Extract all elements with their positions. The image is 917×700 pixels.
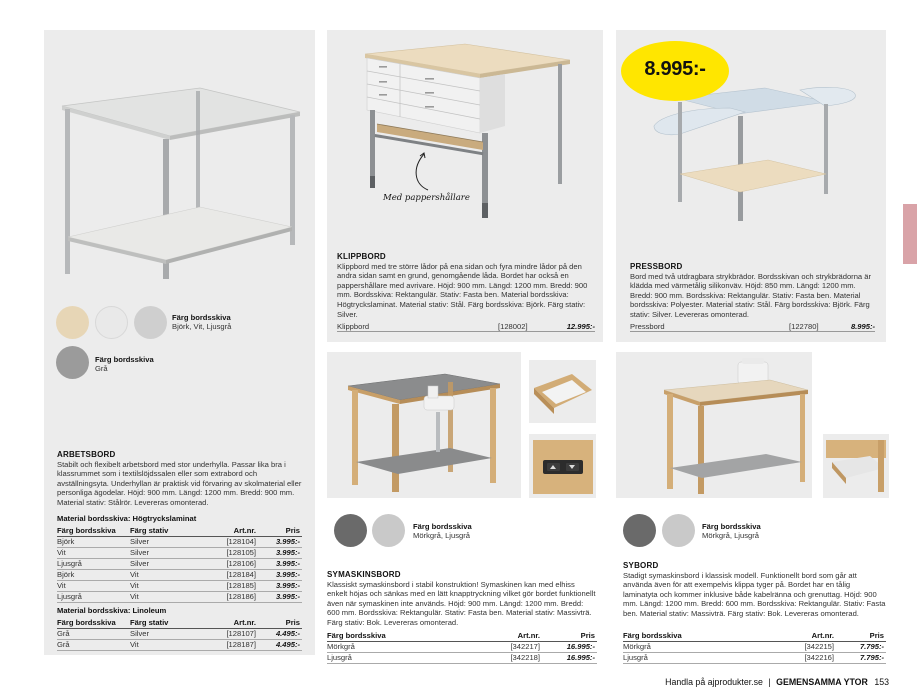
col-header: Färg stativ <box>130 526 208 537</box>
table-cell: 7.795:- <box>836 653 886 664</box>
table-cell: [128185] <box>208 581 258 592</box>
item-price: 12.995:- <box>566 322 595 331</box>
table-row <box>57 570 302 581</box>
symaskinsbord-swatch-label <box>413 522 472 541</box>
col-header: Art.nr. <box>482 631 542 642</box>
swatch-values: Mörkgrå, Ljusgrå <box>413 531 470 541</box>
swatch-values: Grå <box>95 364 108 374</box>
item-art: [128002] <box>498 322 528 331</box>
table-cell: 4.495:- <box>258 629 302 640</box>
swatch-values: Björk, Vit, Ljusgrå <box>172 322 232 332</box>
table-cell: Vit <box>130 640 208 651</box>
table-cell: [342218] <box>482 653 542 664</box>
table-cell: Mörkgrå <box>623 642 773 653</box>
col-header: Pris <box>542 631 597 642</box>
col-header: Färg bordsskiva <box>623 631 773 642</box>
table-cell: 3.995:- <box>258 570 302 581</box>
swatch-morkgra <box>623 514 656 547</box>
swatch-heading: Färg bordsskiva <box>95 355 154 364</box>
table-cell: Silver <box>130 629 208 640</box>
lift-buttons-image <box>533 440 593 494</box>
table-row <box>57 640 302 651</box>
item-price: 8.995:- <box>850 322 875 331</box>
pressbord-heading: PRESSBORD <box>630 262 683 271</box>
klippbord-description: Klippbord med tre större lådor på ena sidan och fyra mindre lådor på den andra sidan samt en grund, genomgående låda. Bordet har också en pappershållare med avrivare. Höjd: 900 mm. Längd: 1200 mm. Bredd: 900 mm. Bordsskiva: Rektangulär. Stativ: Fasta ben. Material bordsskiva: Högtryckslaminat. Material stativ: Stål. Färg bordsskiva: Björk. Färg stativ: Silver. <box>337 261 588 319</box>
col-header: Pris <box>258 618 302 629</box>
table-cell: 4.495:- <box>258 640 302 651</box>
table-row <box>57 537 302 548</box>
col-header: Pris <box>258 526 302 537</box>
table-cell: 3.995:- <box>258 548 302 559</box>
table-row <box>623 653 886 664</box>
price-badge-text: 8.995:- <box>644 58 706 80</box>
table-cell: Mörkgrå <box>327 642 482 653</box>
footer-site: Handla på ajprodukter.se <box>665 677 763 687</box>
table-cell: Björk <box>57 570 130 581</box>
table-cell: [128184] <box>208 570 258 581</box>
table-header-row <box>57 526 302 537</box>
col-header: Art.nr. <box>773 631 836 642</box>
arbetsbord-price-table-1 <box>57 526 302 603</box>
pressbord-text <box>630 262 875 320</box>
table2-title: Material bordsskiva: Linoleum <box>57 606 167 615</box>
table-cell: Ljusgrå <box>327 653 482 664</box>
table-cell: 3.995:- <box>258 592 302 603</box>
table-cell: Silver <box>130 548 208 559</box>
col-header: Art.nr. <box>208 526 258 537</box>
col-header: Art.nr. <box>208 618 258 629</box>
table-cell: Grå <box>57 629 130 640</box>
table-cell: Silver <box>130 537 208 548</box>
table-cell: 7.795:- <box>836 642 886 653</box>
footer-separator: | <box>768 677 771 687</box>
table-row <box>57 629 302 640</box>
col-header: Färg bordsskiva <box>57 618 130 629</box>
arbetsbord-description: Stabilt och flexibelt arbetsbord med stor underhylla. Passar lika bra i klassrummet som i textilslöjdssalen eller som extrabord och avställningsyta. Underhyllan är praktisk vid förvaring av skolmaterial eller personliga ägodelar. Höjd: 900 mm. Längd: 1200 mm. Bredd: 900 mm. Material stativ: Stålrör. Levereras omonterad. <box>57 459 302 507</box>
symaskinsbord-description: Klassiskt symaskinsbord i stabil konstruktion! Symaskinen kan med elhiss enkelt höjas och sänkas med en lätt knapptryckning vilket gör bordet funktionellt även när symaskinen inte används. Höjd: 900 mm. Längd: 1200 mm. Bredd: 600 mm. Bordsskiva: Rektangulär. Stativ: Fasta ben. Material stativ: Massivträ. Färg stativ: Bok. Levereras omonterad. <box>327 579 596 627</box>
item-name: Klippbord <box>337 322 370 331</box>
table-cell: Vit <box>57 548 130 559</box>
sybord-description: Stadigt symaskinsbord i klassisk modell. Funktionellt bord som går att använda även för att exempelvis klippa tyger på. Bordet har en tålig laminatyta och kommer inklusive både kabelränna och grenuttag. Höjd: 900 mm. Längd: 1200 mm. Bredd: 600 mm. Bordsskiva: Rektangulär. Stativ: Fasta ben. Material stativ: Massivträ. Färg stativ: Bok. Levereras omonterad. <box>623 570 886 618</box>
sybord-drawer-detail-image <box>826 440 886 492</box>
table-cell: Vit <box>130 592 208 603</box>
sybord-heading: SYBORD <box>623 561 659 570</box>
drawer-detail-image <box>532 368 594 418</box>
section-tab <box>903 204 917 264</box>
table-cell: 3.995:- <box>258 559 302 570</box>
table-cell: [128187] <box>208 640 258 651</box>
swatch-values: Mörkgrå, Ljusgrå <box>702 531 759 541</box>
pressbord-description: Bord med två utdragbara strykbrädor. Bordsskivan och strykbrädorna är klädda med värmetålig silikonväv. Höjd: 850 mm. Längd: 1200 mm. Bredd: 900 mm. Bordsskiva: Rektangulär. Stativ: Fasta ben. Material bordsskiva: Polyester. Material stativ: Stål. Färg bordsskiva: Björk. Färg stativ: Silver. Levereras omonterad. <box>630 271 872 319</box>
klippbord-text <box>337 252 595 319</box>
table-cell: [342216] <box>773 653 836 664</box>
table-cell: Björk <box>57 537 130 548</box>
table-cell: [128107] <box>208 629 258 640</box>
table-cell: Ljusgrå <box>57 559 130 570</box>
table-cell: Vit <box>57 581 130 592</box>
swatch-heading: Färg bordsskiva <box>702 522 761 531</box>
annotation-arrow-icon <box>410 150 440 192</box>
table1-title: Material bordsskiva: Högtryckslaminat <box>57 514 197 523</box>
swatch-ljusgra <box>134 306 167 339</box>
symaskinsbord-price-table <box>327 631 597 664</box>
table-cell: 16.995:- <box>542 642 597 653</box>
table-cell: Silver <box>130 559 208 570</box>
sybord-text <box>623 561 886 619</box>
page-number: 153 <box>874 677 889 687</box>
table-cell: Ljusgrå <box>57 592 130 603</box>
symaskinsbord-heading: SYMASKINSBORD <box>327 570 401 579</box>
table-cell: [128105] <box>208 548 258 559</box>
sybord-price-table <box>623 631 886 664</box>
table-cell: Vit <box>130 581 208 592</box>
table-row <box>57 548 302 559</box>
footer <box>665 677 889 687</box>
col-header: Färg bordsskiva <box>327 631 482 642</box>
arbetsbord-price-table-2 <box>57 618 302 651</box>
swatch-ljusgra <box>662 514 695 547</box>
table-cell: [128104] <box>208 537 258 548</box>
table-row <box>623 642 886 653</box>
table-cell: 16.995:- <box>542 653 597 664</box>
swatch-bjork <box>56 306 89 339</box>
swatch-vit <box>95 306 128 339</box>
item-name: Pressbord <box>630 322 665 331</box>
symaskinsbord-image <box>340 370 510 495</box>
table-row <box>57 559 302 570</box>
table-cell: [342215] <box>773 642 836 653</box>
table-cell: 3.995:- <box>258 537 302 548</box>
klippbord-heading: KLIPPBORD <box>337 252 386 261</box>
table-row <box>327 653 597 664</box>
sybord-swatch-label <box>702 522 761 541</box>
table-row <box>57 581 302 592</box>
swatch-heading: Färg bordsskiva <box>413 522 472 531</box>
arbetsbord-image <box>50 72 310 287</box>
klippbord-annotation: Med pappershållare <box>383 193 470 203</box>
table-cell: Grå <box>57 640 130 651</box>
table-row <box>327 642 597 653</box>
table-cell: 3.995:- <box>258 581 302 592</box>
table-cell: Vit <box>130 570 208 581</box>
table-cell: Ljusgrå <box>623 653 773 664</box>
sybord-image <box>630 352 810 498</box>
swatch-ljusgra <box>372 514 405 547</box>
table-header-row <box>57 618 302 629</box>
col-header: Färg stativ <box>130 618 208 629</box>
table-cell: [342217] <box>482 642 542 653</box>
arbetsbord-swatch-label <box>172 313 231 332</box>
item-art: [122780] <box>789 322 819 331</box>
swatch-morkgra <box>334 514 367 547</box>
col-header: Pris <box>836 631 886 642</box>
col-header: Färg bordsskiva <box>57 526 130 537</box>
symaskinsbord-text <box>327 570 597 628</box>
footer-section: GEMENSAMMA YTOR <box>776 677 868 687</box>
klippbord-price-line <box>337 322 595 332</box>
arbetsbord-swatch2-label <box>95 355 154 374</box>
swatch-heading: Färg bordsskiva <box>172 313 231 322</box>
table-row <box>57 592 302 603</box>
arbetsbord-text <box>57 450 302 508</box>
table-header-row <box>327 631 597 642</box>
table-header-row <box>623 631 886 642</box>
swatch-gra <box>56 346 89 379</box>
pressbord-price-line <box>630 322 875 332</box>
table-cell: [128106] <box>208 559 258 570</box>
table-cell: [128186] <box>208 592 258 603</box>
arbetsbord-heading: ARBETSBORD <box>57 450 116 459</box>
